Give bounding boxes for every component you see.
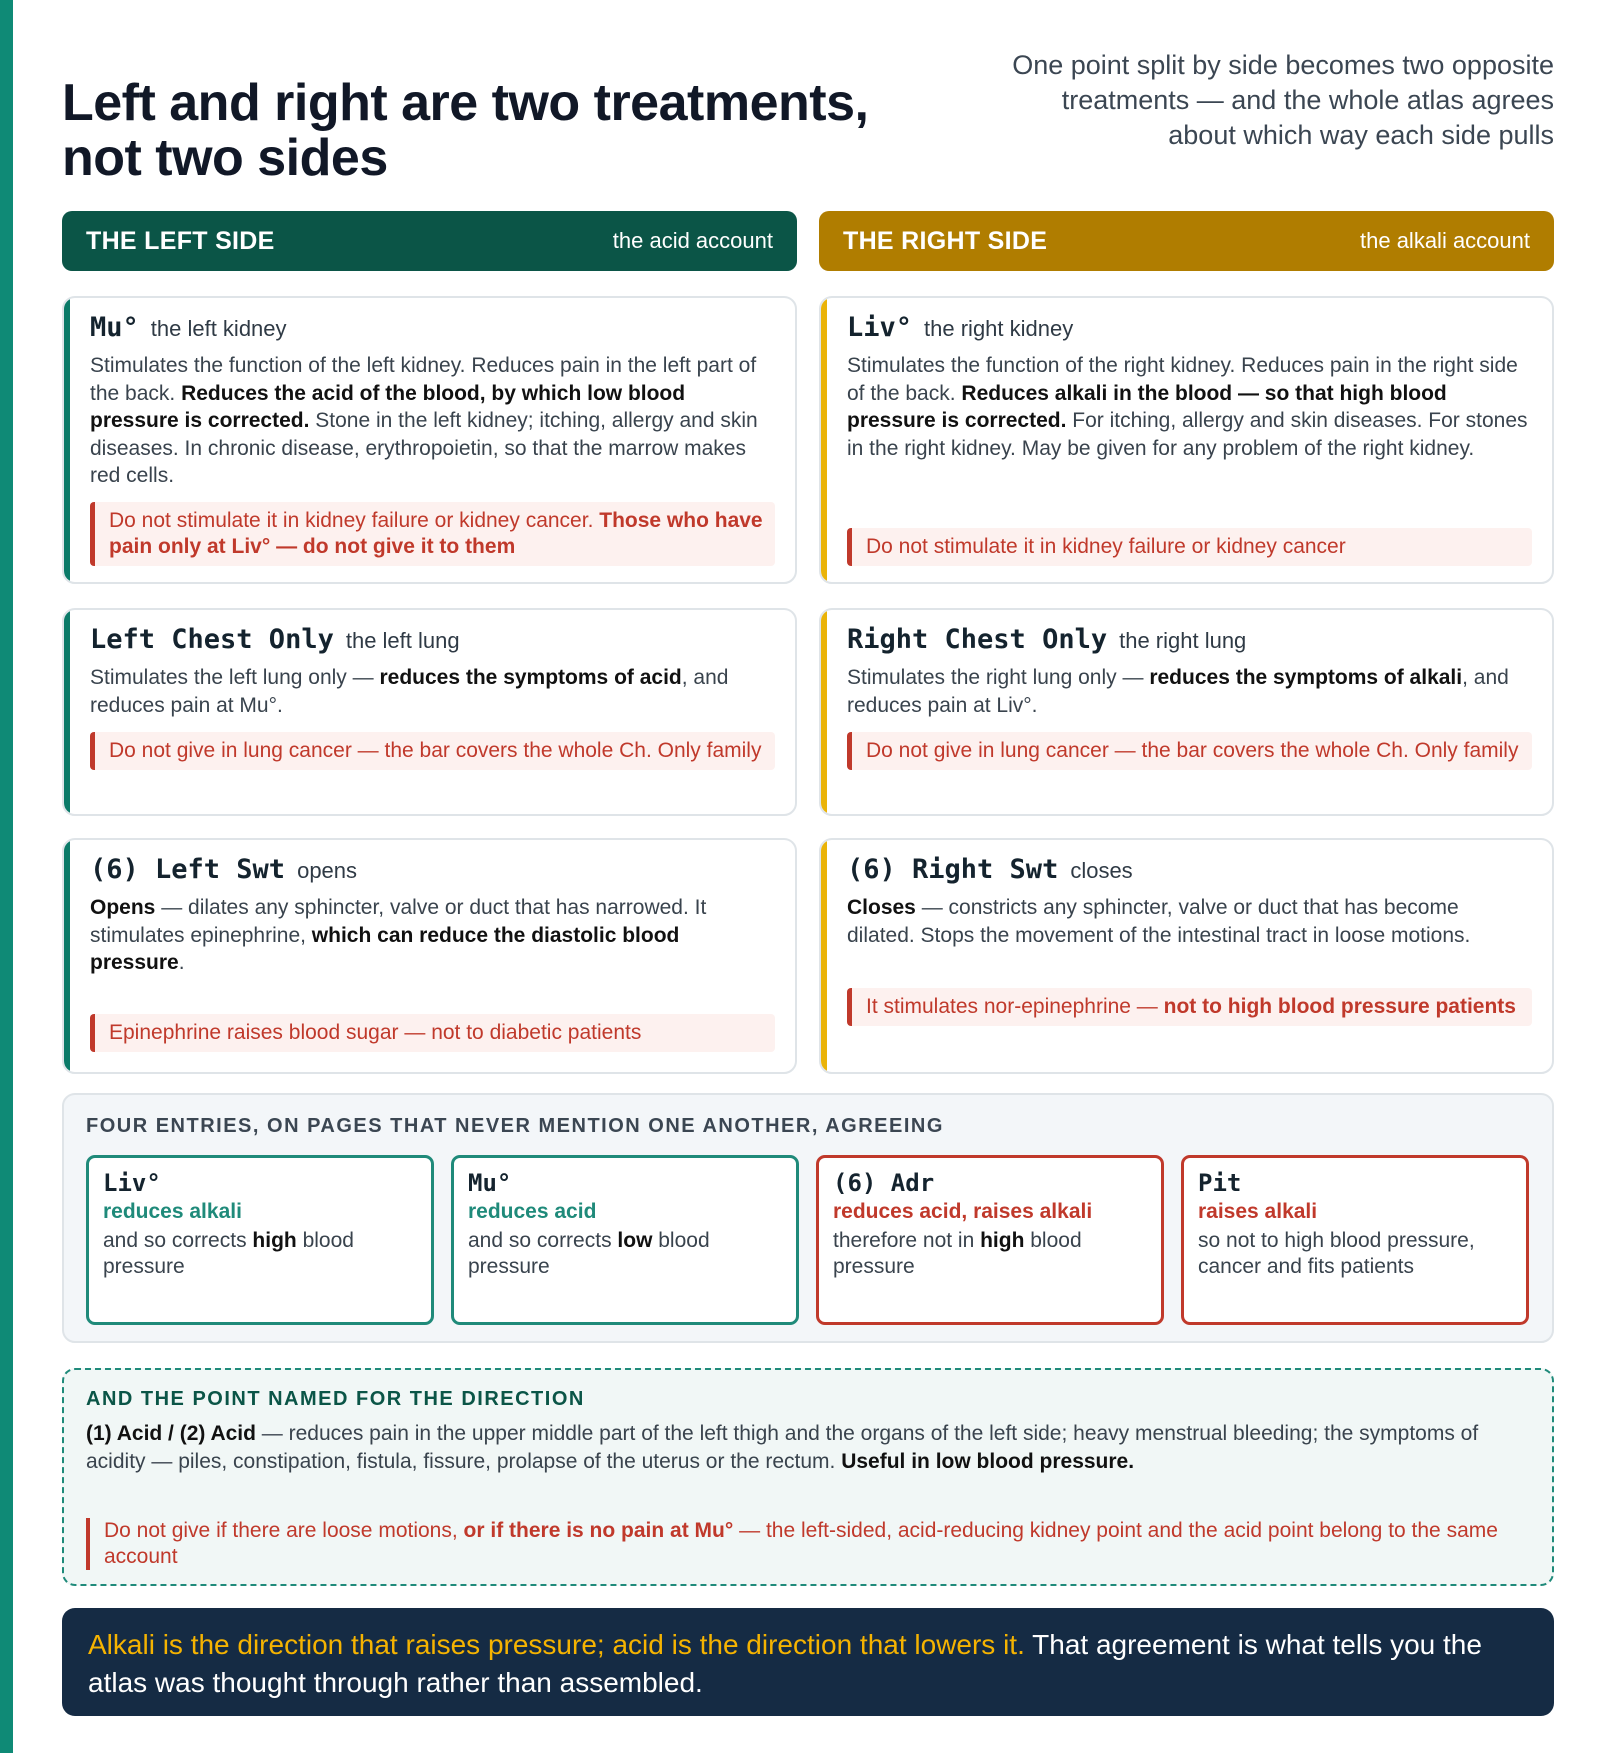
agreement-item-verdict: reduces alkali bbox=[103, 1200, 242, 1223]
title-line-2: not two sides bbox=[62, 129, 388, 187]
conclusion-text: That agreement is what tells you the atlas was thought through rather than assembled. bbox=[88, 1629, 1482, 1698]
card-left-swt-warning: Epinephrine raises blood sugar — not to diabetic patients bbox=[90, 1014, 775, 1052]
agreement-item-code: Mu° bbox=[468, 1169, 512, 1197]
card-mu-body: Stimulates the function of the left kidney. Reduces pain in the left part of the back. Reduces the acid of the blood, by which low blood pressure is corrected. Stone in the left kidney; itching, allergy and skin diseases. In chronic disease, erythropoietin, so that the marrow makes red cells. bbox=[90, 354, 758, 487]
card-left-chest-code: Left Chest Only bbox=[90, 624, 334, 655]
card-mu-code: Mu° bbox=[90, 312, 139, 343]
card-liv bbox=[819, 296, 1554, 584]
right-column-header bbox=[819, 211, 1554, 271]
agreement-item-code: Liv° bbox=[103, 1169, 161, 1197]
card-right-swt-body: Closes — constricts any sphincter, valve or duct that has become dilated. Stops the movement of the intestinal tract in loose motions. bbox=[847, 896, 1471, 947]
title-line-1: Left and right are two treatments, bbox=[62, 74, 869, 132]
card-left-swt-body: Opens — dilates any sphincter, valve or duct that has narrowed. It stimulates epinephrine, which can reduce the diastolic blood pressure. bbox=[90, 896, 707, 974]
card-right-chest bbox=[819, 608, 1554, 816]
page-subtitle: One point split by side becomes two opposite treatments — and the whole atlas agrees about which way each side pulls bbox=[1012, 50, 1554, 150]
left-column-subheading: the acid account bbox=[612, 228, 773, 253]
direction-panel bbox=[62, 1368, 1554, 1586]
left-column-header bbox=[62, 211, 797, 271]
left-column-heading: THE LEFT SIDE bbox=[86, 226, 275, 255]
card-mu-tag: the left kidney bbox=[150, 316, 287, 341]
agreement-item-detail: therefore not in high blood pressure bbox=[833, 1229, 1082, 1278]
card-liv-warning: Do not stimulate it in kidney failure or kidney cancer bbox=[847, 528, 1532, 566]
card-mu-warning: Do not stimulate it in kidney failure or kidney cancer. Those who have pain only at Liv° — do not give it to them bbox=[90, 502, 775, 566]
card-right-swt bbox=[819, 838, 1554, 1074]
card-right-swt-warning: It stimulates nor-epinephrine — not to high blood pressure patients bbox=[847, 988, 1532, 1026]
card-right-chest-tag: the right lung bbox=[1119, 628, 1247, 653]
agreement-item-liv bbox=[86, 1155, 434, 1325]
direction-warning: Do not give if there are loose motions, or if there is no pain at Mu° — the left-sided, acid-reducing kidney point and the acid point belong to the same account bbox=[86, 1518, 1516, 1570]
card-right-swt-tag: closes bbox=[1070, 858, 1133, 883]
agreement-item-detail: and so corrects low blood pressure bbox=[468, 1229, 710, 1278]
direction-label: AND THE POINT NAMED FOR THE DIRECTION bbox=[86, 1388, 585, 1410]
card-liv-body: Stimulates the function of the right kidney. Reduces pain in the right side of the back. Reduces alkali in the blood — so that high blood pressure is corrected. For itching, allergy and skin diseases. For stones in the right kidney. May be given for any problem of the right kidney. bbox=[847, 354, 1528, 460]
agreement-label: FOUR ENTRIES, ON PAGES THAT NEVER MENTION ONE ANOTHER, AGREEING bbox=[86, 1115, 944, 1137]
card-left-swt bbox=[62, 838, 797, 1074]
card-left-chest bbox=[62, 608, 797, 816]
card-left-chest-body: Stimulates the left lung only — reduces the symptoms of acid, and reduces pain at Mu°. bbox=[90, 666, 729, 717]
agreement-item-verdict: reduces acid, raises alkali bbox=[833, 1200, 1093, 1223]
direction-text: (1) Acid / (2) Acid — reduces pain in the upper middle part of the left thigh and the organs of the left side; heavy menstrual bleeding; the symptoms of acidity — piles, constipation, fistula, fissure, prolapse of the uterus or the rectum. Useful in low blood pressure. bbox=[86, 1422, 1479, 1473]
card-right-chest-body: Stimulates the right lung only — reduces the symptoms of alkali, and reduces pain at Liv°. bbox=[847, 666, 1509, 717]
card-left-swt-tag: opens bbox=[297, 858, 358, 883]
page bbox=[62, 0, 1554, 1753]
right-column-subheading: the alkali account bbox=[1360, 228, 1530, 253]
card-right-swt-code: (6) Right Swt bbox=[847, 854, 1059, 885]
card-left-chest-warning: Do not give in lung cancer — the bar covers the whole Ch. Only family bbox=[90, 732, 775, 770]
card-right-chest-code: Right Chest Only bbox=[847, 624, 1108, 655]
agreement-item-code: (6) Adr bbox=[833, 1169, 935, 1197]
agreement-item-detail: so not to high blood pressure, cancer and fits patients bbox=[1198, 1229, 1475, 1278]
card-right-chest-warning: Do not give in lung cancer — the bar covers the whole Ch. Only family bbox=[847, 732, 1532, 770]
agreement-item-verdict: raises alkali bbox=[1198, 1200, 1318, 1223]
card-left-swt-code: (6) Left Swt bbox=[90, 854, 286, 885]
conclusion-highlight: Alkali is the direction that raises pressure; acid is the direction that lowers it. bbox=[88, 1629, 1025, 1660]
agreement-item-verdict: reduces acid bbox=[468, 1200, 597, 1223]
left-accent-strip bbox=[0, 0, 13, 1753]
agreement-item-detail: and so corrects high blood pressure bbox=[103, 1229, 354, 1278]
right-column-heading: THE RIGHT SIDE bbox=[843, 226, 1048, 255]
agreement-item-pit bbox=[1181, 1155, 1529, 1325]
agreement-item-mu bbox=[451, 1155, 799, 1325]
card-left-chest-tag: the left lung bbox=[345, 628, 460, 653]
card-mu bbox=[62, 296, 797, 584]
agreement-item-adr bbox=[816, 1155, 1164, 1325]
agreement-item-code: Pit bbox=[1198, 1169, 1242, 1197]
card-liv-tag: the right kidney bbox=[924, 316, 1074, 341]
card-liv-code: Liv° bbox=[847, 312, 913, 343]
conclusion-banner bbox=[62, 1608, 1554, 1716]
page-title bbox=[62, 76, 942, 186]
agreement-panel bbox=[62, 1093, 1554, 1343]
